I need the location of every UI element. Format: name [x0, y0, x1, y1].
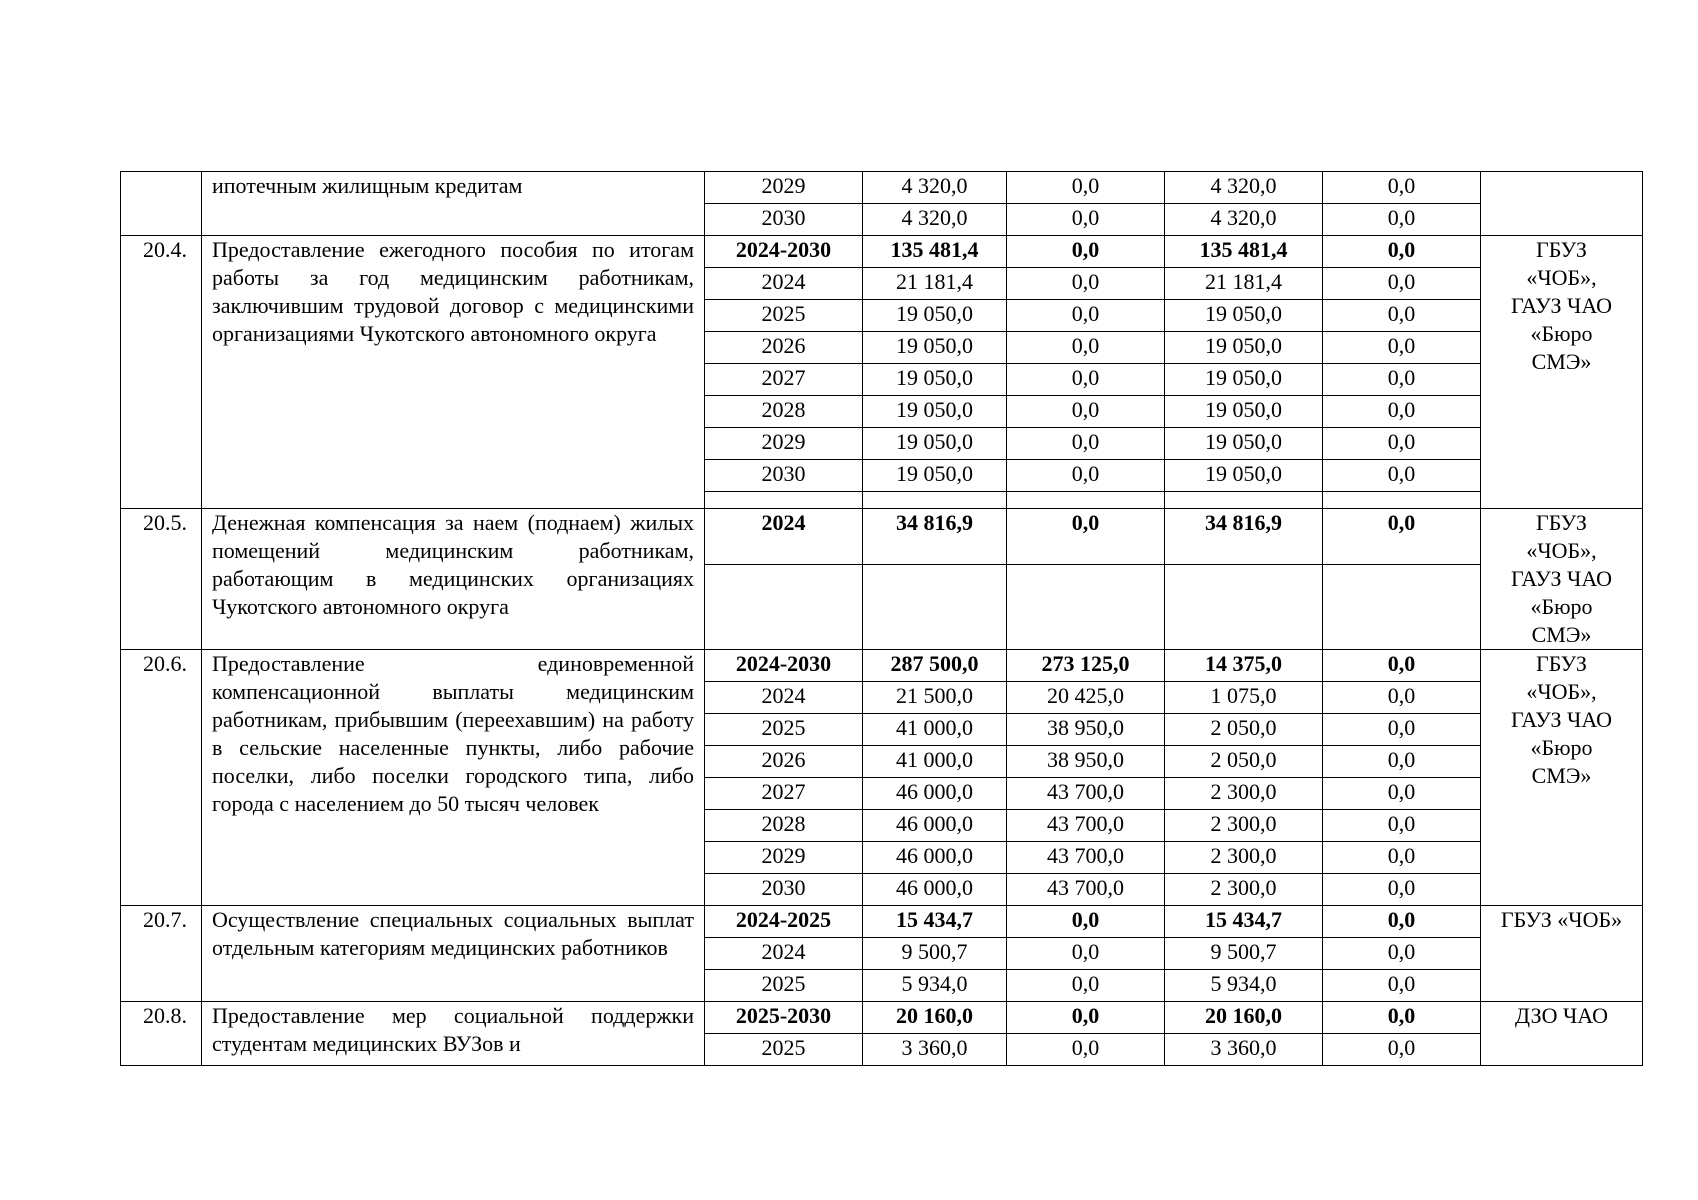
- item-description-cell: Осуществление специальных социальных выплат отдельным категориям медицинских работников: [202, 906, 705, 1002]
- total-cell: 5 934,0: [863, 970, 1007, 1002]
- executor-cell: [1481, 1002, 1643, 1066]
- other-cell: 0,0: [1323, 874, 1481, 906]
- executor-line: ГБУЗ: [1536, 237, 1587, 262]
- executor-line: «Бюро: [1530, 735, 1593, 760]
- federal-cell: 0,0: [1007, 906, 1165, 938]
- federal-cell: 43 700,0: [1007, 874, 1165, 906]
- empty-cell: [1165, 593, 1323, 621]
- federal-cell: 0,0: [1007, 204, 1165, 236]
- regional-cell: 2 300,0: [1165, 778, 1323, 810]
- item-number-cell: 20.5.: [121, 509, 202, 650]
- year-cell: 2030: [705, 874, 863, 906]
- regional-cell: 15 434,7: [1165, 906, 1323, 938]
- year-cell: 2026: [705, 332, 863, 364]
- total-cell: 135 481,4: [863, 236, 1007, 268]
- year-cell: 2025: [705, 300, 863, 332]
- federal-cell: 43 700,0: [1007, 842, 1165, 874]
- other-cell: 0,0: [1323, 460, 1481, 492]
- table-row: [121, 906, 1643, 938]
- federal-cell: 38 950,0: [1007, 714, 1165, 746]
- federal-cell: 0,0: [1007, 970, 1165, 1002]
- federal-cell: 0,0: [1007, 172, 1165, 204]
- federal-cell: 43 700,0: [1007, 810, 1165, 842]
- year-cell: 2029: [705, 172, 863, 204]
- executor-line: «Бюро: [1530, 594, 1593, 619]
- executor-line: СМЭ»: [1531, 622, 1592, 647]
- federal-cell: 0,0: [1007, 332, 1165, 364]
- federal-cell: 0,0: [1007, 268, 1165, 300]
- item-description-cell: Предоставление ежегодного пособия по итогам работы за год медицинским работникам, заключившим трудовой договор с медицинскими организациями Чукотского автономного округа: [202, 236, 705, 509]
- item-description-cell: Денежная компенсация за наем (поднаем) жилых помещений медицинским работникам, работающим в медицинских организациях Чукотского автономного округа: [202, 509, 705, 650]
- item-number-cell: 20.7.: [121, 906, 202, 1002]
- total-cell: 19 050,0: [863, 460, 1007, 492]
- item-number-cell: 20.8.: [121, 1002, 202, 1066]
- other-cell: 0,0: [1323, 970, 1481, 1002]
- executor-line: СМЭ»: [1531, 763, 1592, 788]
- year-cell: 2027: [705, 778, 863, 810]
- empty-cell: [705, 621, 863, 650]
- regional-cell: 19 050,0: [1165, 300, 1323, 332]
- federal-cell: 0,0: [1007, 1002, 1165, 1034]
- total-cell: 21 181,4: [863, 268, 1007, 300]
- item-number-cell: [121, 172, 202, 236]
- executor-line: ГАУЗ ЧАО: [1510, 566, 1613, 591]
- other-cell: 0,0: [1323, 509, 1481, 565]
- total-cell: 19 050,0: [863, 332, 1007, 364]
- executor-line: СМЭ»: [1531, 349, 1592, 374]
- empty-cell: [863, 593, 1007, 621]
- total-cell: 15 434,7: [863, 906, 1007, 938]
- total-cell: 287 500,0: [863, 650, 1007, 682]
- year-cell: 2027: [705, 364, 863, 396]
- empty-cell: [1165, 621, 1323, 650]
- table-row: [121, 509, 1643, 565]
- year-cell: 2025-2030: [705, 1002, 863, 1034]
- regional-cell: 4 320,0: [1165, 204, 1323, 236]
- executor-cell: [1481, 509, 1643, 650]
- other-cell: 0,0: [1323, 682, 1481, 714]
- year-cell: 2024: [705, 682, 863, 714]
- federal-cell: 0,0: [1007, 509, 1165, 565]
- regional-cell: 19 050,0: [1165, 428, 1323, 460]
- item-description-cell: Предоставление мер социальной поддержки студентам медицинских ВУЗов и: [202, 1002, 705, 1066]
- executor-cell: [1481, 236, 1643, 509]
- federal-cell: 0,0: [1007, 428, 1165, 460]
- empty-cell: [863, 492, 1007, 509]
- executor-line: ГБУЗ «ЧОБ»: [1500, 907, 1623, 932]
- executor-line: «Бюро: [1530, 321, 1593, 346]
- total-cell: 4 320,0: [863, 204, 1007, 236]
- table-row: [121, 650, 1643, 682]
- regional-cell: 2 050,0: [1165, 746, 1323, 778]
- table-row: [121, 1002, 1643, 1034]
- executor-cell: [1481, 172, 1643, 236]
- year-cell: 2026: [705, 746, 863, 778]
- budget-table: [120, 171, 1643, 1066]
- other-cell: 0,0: [1323, 396, 1481, 428]
- regional-cell: 34 816,9: [1165, 509, 1323, 565]
- empty-cell: [1323, 621, 1481, 650]
- year-cell: 2024: [705, 938, 863, 970]
- regional-cell: 19 050,0: [1165, 396, 1323, 428]
- total-cell: 19 050,0: [863, 364, 1007, 396]
- empty-cell: [1323, 492, 1481, 509]
- regional-cell: 2 300,0: [1165, 874, 1323, 906]
- other-cell: 0,0: [1323, 300, 1481, 332]
- year-cell: 2024: [705, 268, 863, 300]
- other-cell: 0,0: [1323, 842, 1481, 874]
- total-cell: 19 050,0: [863, 396, 1007, 428]
- total-cell: 46 000,0: [863, 874, 1007, 906]
- other-cell: 0,0: [1323, 714, 1481, 746]
- other-cell: 0,0: [1323, 938, 1481, 970]
- regional-cell: 9 500,7: [1165, 938, 1323, 970]
- total-cell: 46 000,0: [863, 842, 1007, 874]
- other-cell: 0,0: [1323, 1034, 1481, 1066]
- empty-cell: [1007, 564, 1165, 593]
- regional-cell: 19 050,0: [1165, 332, 1323, 364]
- federal-cell: 0,0: [1007, 300, 1165, 332]
- federal-cell: 0,0: [1007, 364, 1165, 396]
- total-cell: 4 320,0: [863, 172, 1007, 204]
- executor-cell: [1481, 906, 1643, 1002]
- other-cell: 0,0: [1323, 746, 1481, 778]
- total-cell: 41 000,0: [863, 746, 1007, 778]
- federal-cell: 0,0: [1007, 396, 1165, 428]
- empty-cell: [1007, 492, 1165, 509]
- year-cell: 2028: [705, 810, 863, 842]
- total-cell: 21 500,0: [863, 682, 1007, 714]
- empty-cell: [1165, 492, 1323, 509]
- federal-cell: 20 425,0: [1007, 682, 1165, 714]
- other-cell: 0,0: [1323, 428, 1481, 460]
- regional-cell: 135 481,4: [1165, 236, 1323, 268]
- federal-cell: 38 950,0: [1007, 746, 1165, 778]
- empty-cell: [1323, 564, 1481, 593]
- item-description-cell: ипотечным жилищным кредитам: [202, 172, 705, 236]
- year-cell: 2025: [705, 1034, 863, 1066]
- regional-cell: 21 181,4: [1165, 268, 1323, 300]
- other-cell: 0,0: [1323, 204, 1481, 236]
- executor-line: «ЧОБ»,: [1526, 265, 1597, 290]
- regional-cell: 5 934,0: [1165, 970, 1323, 1002]
- executor-cell: [1481, 650, 1643, 906]
- federal-cell: 273 125,0: [1007, 650, 1165, 682]
- regional-cell: 1 075,0: [1165, 682, 1323, 714]
- item-number-cell: 20.4.: [121, 236, 202, 509]
- total-cell: 46 000,0: [863, 778, 1007, 810]
- regional-cell: 3 360,0: [1165, 1034, 1323, 1066]
- total-cell: 19 050,0: [863, 300, 1007, 332]
- empty-cell: [1007, 621, 1165, 650]
- year-cell: 2030: [705, 460, 863, 492]
- year-cell: 2024-2030: [705, 650, 863, 682]
- other-cell: 0,0: [1323, 268, 1481, 300]
- total-cell: 9 500,7: [863, 938, 1007, 970]
- regional-cell: 19 050,0: [1165, 364, 1323, 396]
- federal-cell: 0,0: [1007, 938, 1165, 970]
- regional-cell: 20 160,0: [1165, 1002, 1323, 1034]
- regional-cell: 4 320,0: [1165, 172, 1323, 204]
- total-cell: 19 050,0: [863, 428, 1007, 460]
- total-cell: 46 000,0: [863, 810, 1007, 842]
- regional-cell: 14 375,0: [1165, 650, 1323, 682]
- empty-cell: [1323, 593, 1481, 621]
- empty-cell: [1007, 593, 1165, 621]
- total-cell: 34 816,9: [863, 509, 1007, 565]
- year-cell: 2028: [705, 396, 863, 428]
- executor-line: «ЧОБ»,: [1526, 538, 1597, 563]
- executor-line: «ЧОБ»,: [1526, 679, 1597, 704]
- empty-cell: [705, 564, 863, 593]
- other-cell: 0,0: [1323, 172, 1481, 204]
- year-cell: 2024-2030: [705, 236, 863, 268]
- total-cell: 20 160,0: [863, 1002, 1007, 1034]
- year-cell: 2029: [705, 428, 863, 460]
- year-cell: 2024: [705, 509, 863, 565]
- empty-cell: [863, 564, 1007, 593]
- executor-line: ГБУЗ: [1536, 651, 1587, 676]
- item-description-cell: Предоставление единовременной компенсационной выплаты медицинским работникам, прибывшим (переехавшим) на работу в сельские населенные пункты, либо рабочие поселки, либо поселки городского типа, либо города с населением до 50 тысяч человек: [202, 650, 705, 906]
- year-cell: 2025: [705, 714, 863, 746]
- year-cell: 2024-2025: [705, 906, 863, 938]
- regional-cell: 2 300,0: [1165, 810, 1323, 842]
- federal-cell: 43 700,0: [1007, 778, 1165, 810]
- other-cell: 0,0: [1323, 1002, 1481, 1034]
- empty-cell: [705, 492, 863, 509]
- year-cell: 2030: [705, 204, 863, 236]
- other-cell: 0,0: [1323, 906, 1481, 938]
- federal-cell: 0,0: [1007, 1034, 1165, 1066]
- table-row: [121, 172, 1643, 204]
- other-cell: 0,0: [1323, 810, 1481, 842]
- empty-cell: [863, 621, 1007, 650]
- year-cell: 2029: [705, 842, 863, 874]
- table-row: [121, 236, 1643, 268]
- other-cell: 0,0: [1323, 236, 1481, 268]
- executor-line: ГАУЗ ЧАО: [1510, 707, 1613, 732]
- empty-cell: [1165, 564, 1323, 593]
- item-number-cell: 20.6.: [121, 650, 202, 906]
- other-cell: 0,0: [1323, 332, 1481, 364]
- total-cell: 3 360,0: [863, 1034, 1007, 1066]
- regional-cell: 2 050,0: [1165, 714, 1323, 746]
- executor-line: ГБУЗ: [1536, 510, 1587, 535]
- executor-line: ДЗО ЧАО: [1515, 1003, 1608, 1028]
- regional-cell: 19 050,0: [1165, 460, 1323, 492]
- regional-cell: 2 300,0: [1165, 842, 1323, 874]
- federal-cell: 0,0: [1007, 236, 1165, 268]
- federal-cell: 0,0: [1007, 460, 1165, 492]
- other-cell: 0,0: [1323, 778, 1481, 810]
- year-cell: 2025: [705, 970, 863, 1002]
- total-cell: 41 000,0: [863, 714, 1007, 746]
- empty-cell: [705, 593, 863, 621]
- other-cell: 0,0: [1323, 650, 1481, 682]
- executor-line: ГАУЗ ЧАО: [1510, 293, 1613, 318]
- other-cell: 0,0: [1323, 364, 1481, 396]
